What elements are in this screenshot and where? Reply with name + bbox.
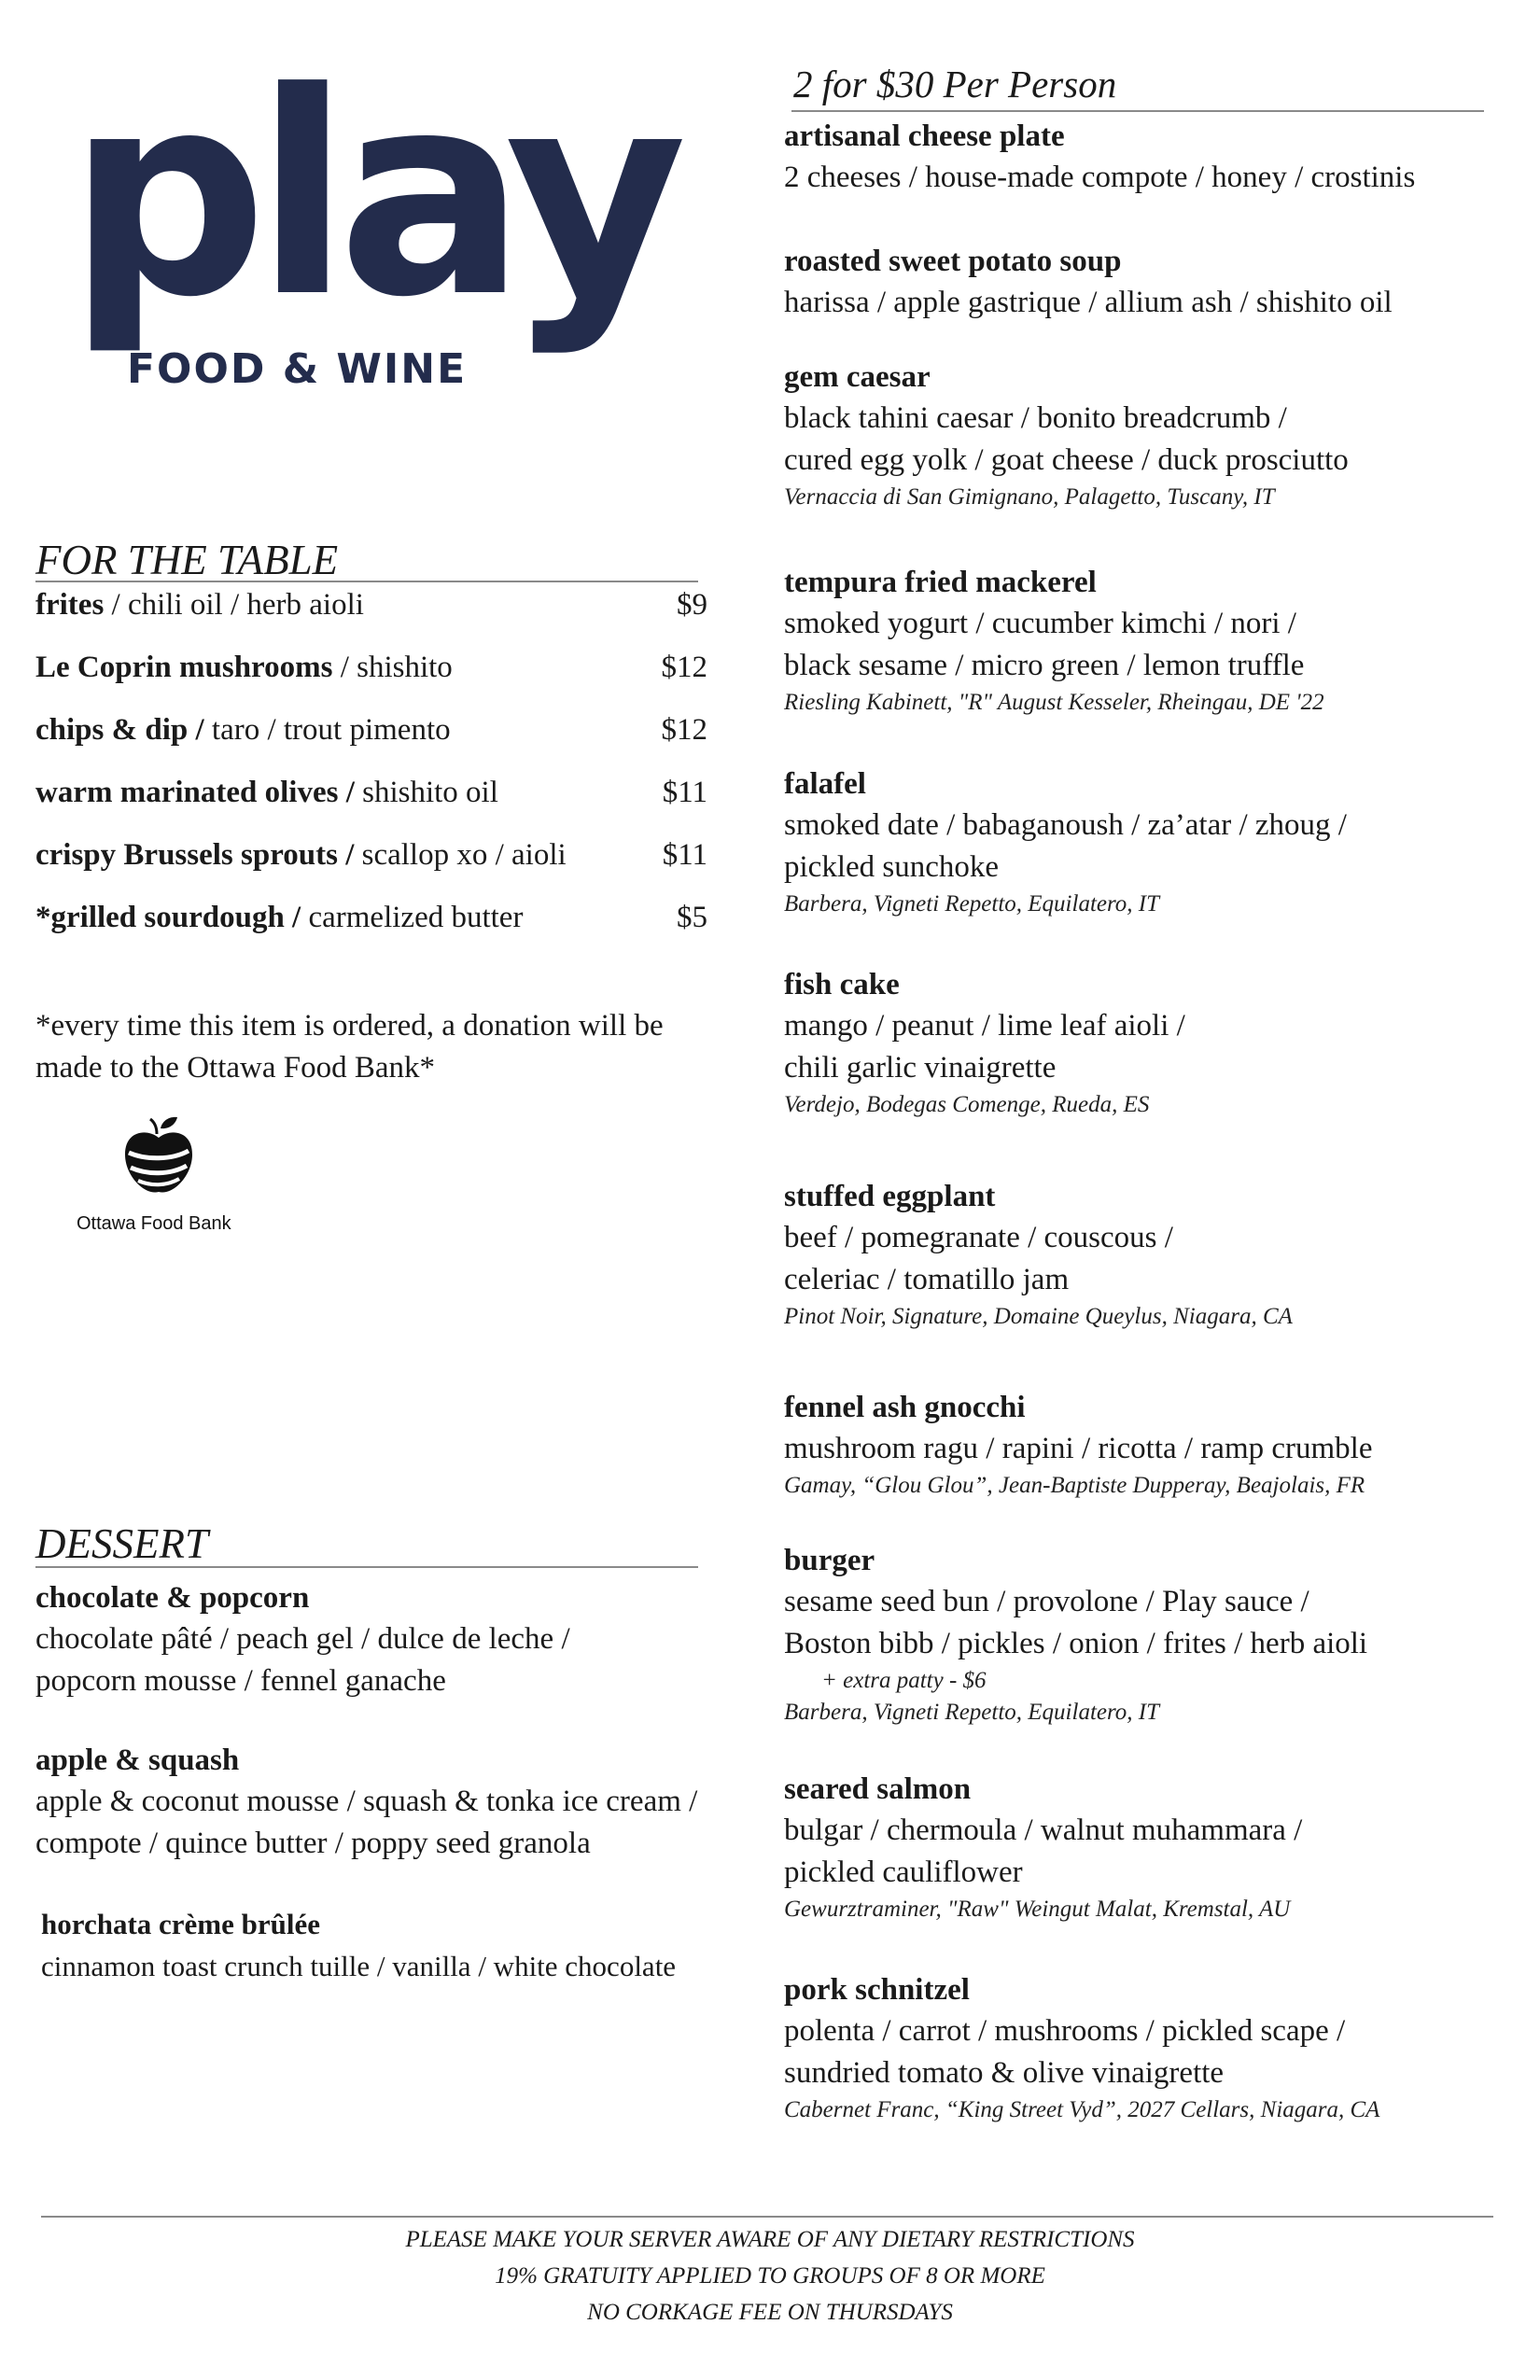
main-item — [784, 1969, 1493, 2126]
for-table-rule — [35, 581, 698, 582]
main-name: seared salmon — [784, 1772, 972, 1806]
main-desc: chili garlic vinaigrette — [784, 1051, 1057, 1085]
main-desc: polenta / carrot / mushrooms / pickled scape / — [784, 2014, 1346, 2048]
dessert-item — [35, 1740, 745, 1865]
dessert-desc: apple & coconut mousse / squash & tonka ice cream / — [35, 1785, 698, 1818]
table-item-name: chips & dip / — [35, 713, 204, 747]
main-name: pork schnitzel — [784, 1973, 970, 2007]
table-item-desc: scallop xo / aioli — [354, 838, 567, 872]
table-item-name: frites — [35, 588, 105, 622]
dessert-rule — [35, 1566, 698, 1568]
table-item-desc: / shishito — [332, 651, 453, 684]
main-item — [784, 1540, 1493, 1729]
main-name: fennel ash gnocchi — [784, 1391, 1026, 1424]
main-desc: mushroom ragu / rapini / ricotta / ramp crumble — [784, 1432, 1373, 1465]
wine-pairing: Barbera, Vigneti Repetto, Equilatero, IT — [784, 1700, 1160, 1725]
main-item — [784, 562, 1493, 719]
main-name: burger — [784, 1544, 875, 1577]
main-desc: pickled cauliflower — [784, 1855, 1023, 1889]
main-desc: mango / peanut / lime leaf aioli / — [784, 1009, 1185, 1043]
table-item — [35, 899, 707, 936]
main-name: falafel — [784, 767, 866, 801]
wine-pairing: Riesling Kabinett, "R" August Kesseler, Rheingau, DE '22 — [784, 690, 1324, 715]
table-item-name: crispy Brussels sprouts / — [35, 838, 355, 872]
table-item-price: $12 — [661, 713, 707, 747]
wine-pairing: Gewurztraminer, "Raw" Weingut Malat, Kremstal, AU — [784, 1897, 1291, 1922]
footer-rule — [41, 2216, 1493, 2218]
logo-subtitle: FOOD & WINE — [127, 345, 468, 393]
main-item — [784, 116, 1493, 199]
dessert-name: apple & squash — [35, 1743, 240, 1777]
main-desc: celeriac / tomatillo jam — [784, 1263, 1070, 1296]
wine-pairing: Cabernet Franc, “King Street Vyd”, 2027 Cellars, Niagara, CA — [784, 2097, 1380, 2122]
footer-notes — [0, 2221, 1540, 2331]
for-table-list — [35, 586, 707, 941]
wine-pairing: Verdejo, Bodegas Comenge, Rueda, ES — [784, 1092, 1150, 1117]
table-item-desc: taro / trout pimento — [203, 713, 451, 747]
main-desc: cured egg yolk / goat cheese / duck prosciutto — [784, 443, 1349, 477]
table-item-price: $11 — [662, 838, 707, 872]
for-table-title: FOR THE TABLE — [35, 537, 339, 583]
dessert-title: DESSERT — [35, 1520, 208, 1567]
extra-option: + extra patty - $6 — [821, 1668, 987, 1693]
dessert-desc: popcorn mousse / fennel ganache — [35, 1664, 446, 1698]
main-item — [784, 1176, 1493, 1333]
main-desc: 2 cheeses / house-made compote / honey / crostinis — [784, 161, 1416, 194]
wine-pairing: Vernaccia di San Gimignano, Palagetto, Tuscany, IT — [784, 484, 1275, 510]
table-item-price: $5 — [677, 901, 707, 934]
main-name: roasted sweet potato soup — [784, 245, 1122, 278]
main-item — [784, 1769, 1493, 1925]
table-item — [35, 836, 707, 874]
table-item — [35, 774, 707, 811]
prix-fixe-rule — [791, 110, 1484, 112]
table-item-price: $12 — [661, 651, 707, 684]
footer-line: 19% GRATUITY APPLIED TO GROUPS OF 8 OR MORE — [495, 2263, 1045, 2289]
main-item — [784, 763, 1493, 920]
wine-pairing: Barbera, Vigneti Repetto, Equilatero, IT — [784, 891, 1160, 917]
main-desc: smoked yogurt / cucumber kimchi / nori / — [784, 607, 1296, 640]
dessert-desc: chocolate pâté / peach gel / dulce de leche / — [35, 1622, 570, 1656]
main-desc: smoked date / babaganoush / za’atar / zhoug / — [784, 808, 1347, 842]
main-name: gem caesar — [784, 360, 931, 394]
main-desc: black sesame / micro green / lemon truffle — [784, 649, 1305, 682]
wine-pairing: Pinot Noir, Signature, Domaine Queylus, Niagara, CA — [784, 1304, 1293, 1329]
main-name: stuffed eggplant — [784, 1180, 996, 1213]
donation-note: *every time this item is ordered, a donation will be made to the Ottawa Food Bank* — [35, 1009, 664, 1085]
table-item-name: warm marinated olives / — [35, 776, 355, 809]
main-name: artisanal cheese plate — [784, 119, 1065, 153]
dessert-name: horchata crème brûlée — [41, 1908, 320, 1940]
main-item — [784, 357, 1493, 513]
dessert-desc: cinnamon toast crunch tuille / vanilla / white chocolate — [41, 1950, 677, 1982]
main-desc: bulgar / chermoula / walnut muhammara / — [784, 1813, 1303, 1847]
restaurant-logo — [67, 33, 675, 411]
table-item — [35, 649, 707, 686]
foodbank-label: Ottawa Food Bank — [77, 1213, 231, 1234]
footer-line: NO CORKAGE FEE ON THURSDAYS — [587, 2300, 953, 2325]
main-desc: beef / pomegranate / couscous / — [784, 1221, 1173, 1254]
main-item — [784, 241, 1493, 324]
main-item — [784, 964, 1493, 1121]
main-desc: sundried tomato & olive vinaigrette — [784, 2056, 1225, 2090]
main-desc: sesame seed bun / provolone / Play sauce / — [784, 1585, 1309, 1618]
dessert-item — [41, 1904, 750, 1987]
dessert-name: chocolate & popcorn — [35, 1581, 310, 1615]
wine-pairing: Gamay, “Glou Glou”, Jean-Baptiste Dupperay, Beajolais, FR — [784, 1473, 1365, 1498]
logo-wordmark: play — [67, 33, 675, 358]
table-item-desc: carmelized butter — [301, 901, 524, 934]
main-desc: harissa / apple gastrique / allium ash / shishito oil — [784, 286, 1393, 319]
table-item-name: *grilled sourdough / — [35, 901, 301, 934]
main-desc: Boston bibb / pickles / onion / frites / herb aioli — [784, 1627, 1368, 1660]
table-item-desc: shishito oil — [354, 776, 498, 809]
table-item — [35, 586, 707, 623]
table-item-desc: / chili oil / herb aioli — [104, 588, 364, 622]
main-desc: black tahini caesar / bonito breadcrumb / — [784, 401, 1287, 435]
apple-icon — [119, 1115, 198, 1199]
main-item — [784, 1387, 1493, 1502]
dessert-desc: compote / quince butter / poppy seed granola — [35, 1827, 591, 1860]
footer-line: PLEASE MAKE YOUR SERVER AWARE OF ANY DIETARY RESTRICTIONS — [405, 2227, 1135, 2252]
prix-fixe-title: 2 for $30 Per Person — [793, 63, 1117, 105]
foodbank-logo — [65, 1115, 271, 1237]
table-item-name: Le Coprin mushrooms — [35, 651, 333, 684]
main-name: fish cake — [784, 968, 900, 1001]
table-item — [35, 711, 707, 749]
main-desc: pickled sunchoke — [784, 850, 1000, 884]
table-item-price: $9 — [677, 588, 707, 622]
table-item-price: $11 — [662, 776, 707, 809]
main-name: tempura fried mackerel — [784, 566, 1097, 599]
dessert-item — [35, 1577, 707, 1702]
